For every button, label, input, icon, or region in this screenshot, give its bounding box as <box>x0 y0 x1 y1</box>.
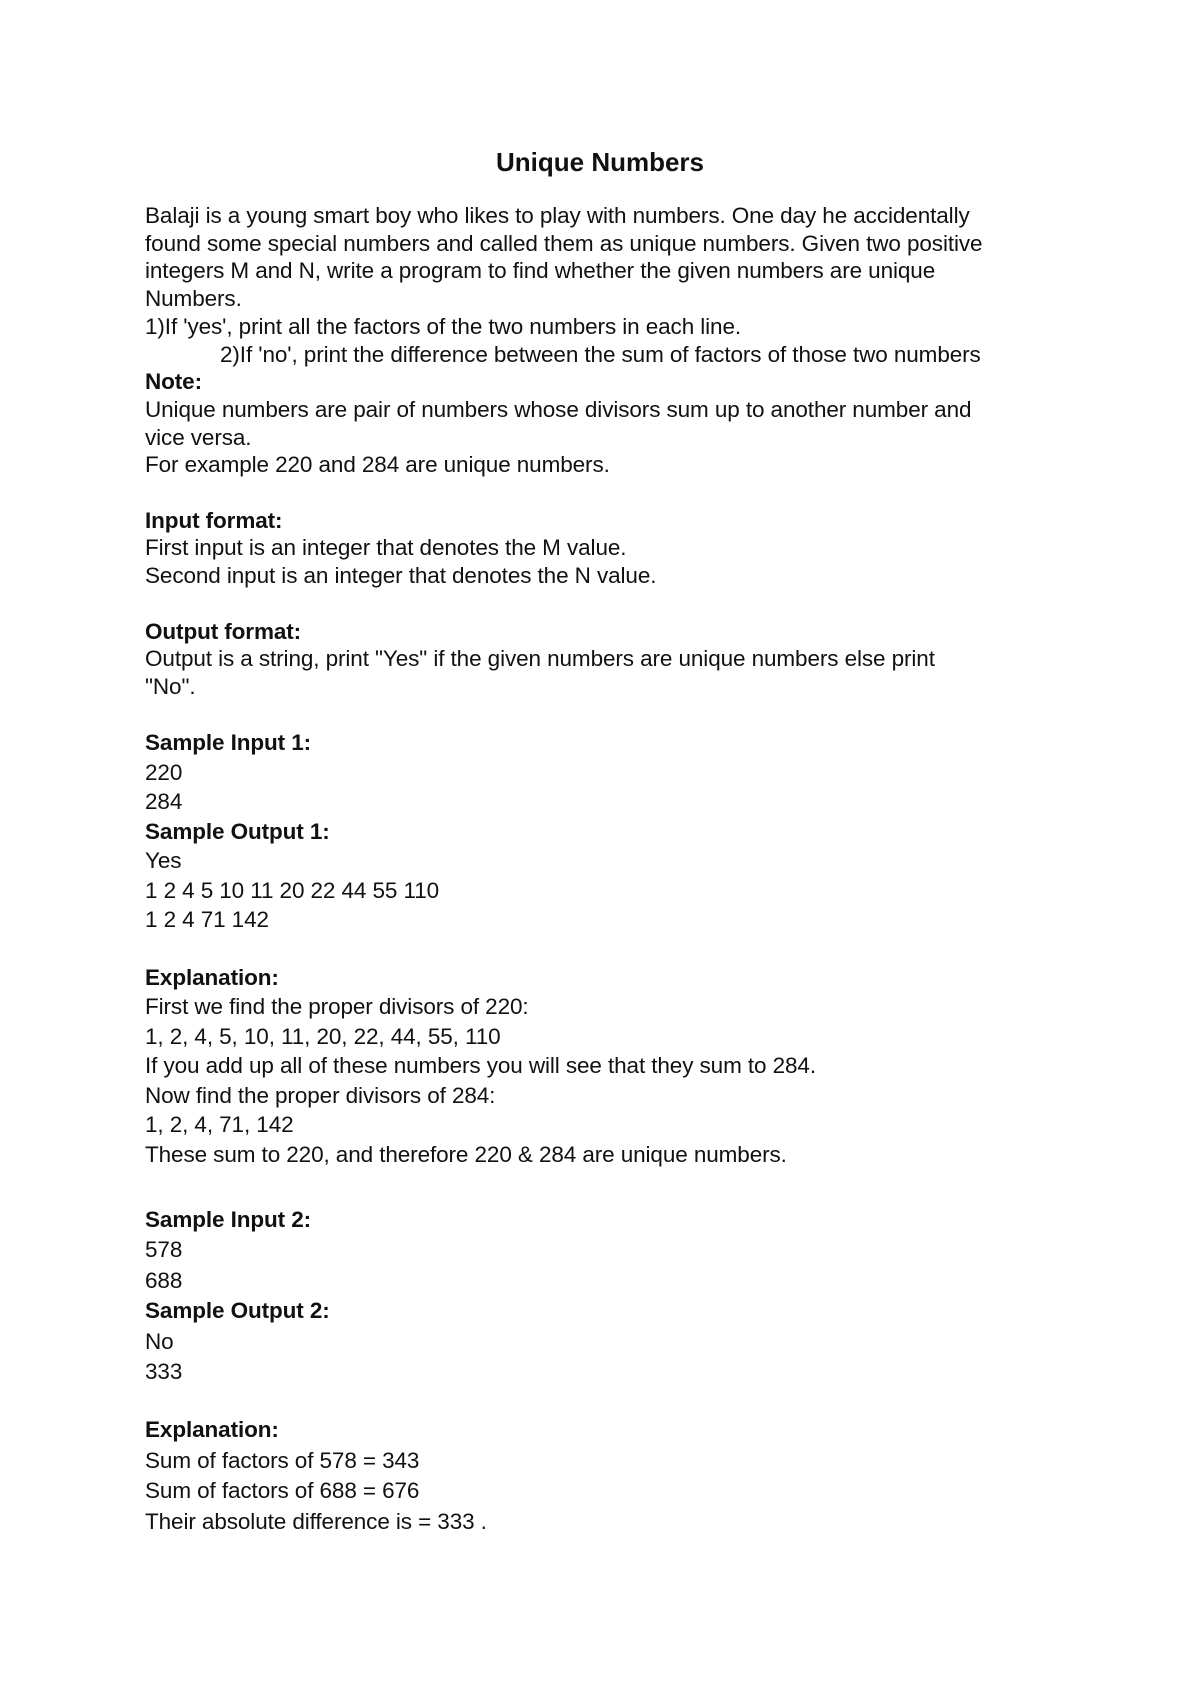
explanation-1-heading: Explanation: <box>145 964 279 990</box>
explanation-1-line: 1, 2, 4, 5, 10, 11, 20, 22, 44, 55, 110 <box>145 1023 501 1049</box>
sample-output-1-value: Yes <box>145 848 182 874</box>
sample-input-1-heading: Sample Input 1: <box>145 730 312 756</box>
intro-line: integers M and N, write a program to find whether the given numbers are unique <box>145 258 936 284</box>
note-line: Unique numbers are pair of numbers whose divisors sum up to another number and <box>145 396 972 422</box>
sample-input-2-value: 688 <box>145 1267 183 1293</box>
sample-input-2-value: 578 <box>145 1237 183 1263</box>
explanation-2-line: Their absolute difference is = 333 . <box>145 1508 487 1534</box>
input-format-line: Second input is an integer that denotes the N value. <box>145 563 657 589</box>
sample-output-1-value: 1 2 4 5 10 11 20 22 44 55 110 <box>145 877 440 903</box>
document-body <box>145 202 1085 1537</box>
explanation-2-line: Sum of factors of 578 = 343 <box>145 1447 420 1473</box>
intro-line: Balaji is a young smart boy who likes to play with numbers. One day he accidentally <box>145 203 970 228</box>
intro-line: found some special numbers and called them as unique numbers. Given two positive <box>145 230 983 256</box>
note-heading: Note: <box>145 369 202 395</box>
section-sample-2 <box>145 1205 1085 1538</box>
explanation-2-heading: Explanation: <box>145 1417 279 1443</box>
spacer <box>145 1197 1085 1205</box>
output-format-heading: Output format: <box>145 618 302 644</box>
sample-input-1-value: 284 <box>145 789 183 815</box>
sample-input-1-value: 220 <box>145 759 183 785</box>
sample-output-2-value: 333 <box>145 1359 183 1385</box>
rule-yes: 1)If 'yes', print all the factors of the two numbers in each line. <box>145 313 742 339</box>
page-title: Unique Numbers <box>495 147 705 177</box>
spacer <box>145 701 1085 729</box>
spacer <box>145 1388 1085 1416</box>
input-format-heading: Input format: <box>145 507 283 533</box>
spacer <box>145 590 1085 618</box>
section-sample-1 <box>145 728 1085 1204</box>
explanation-1-line: 1, 2, 4, 71, 142 <box>145 1112 294 1137</box>
sample-output-1-value: 1 2 4 71 142 <box>145 907 269 933</box>
spacer <box>145 935 1085 963</box>
intro-line: Numbers. <box>145 286 242 312</box>
note-line: vice versa. <box>145 424 252 450</box>
sample-output-1-heading: Sample Output 1: <box>145 818 330 844</box>
explanation-1-line: If you add up all of these numbers you will see that they sum to 284. <box>145 1053 816 1078</box>
spacer <box>145 1169 1085 1197</box>
spacer <box>145 479 1085 507</box>
sample-output-2-value: No <box>145 1328 174 1354</box>
explanation-2-line: Sum of factors of 688 = 676 <box>145 1478 420 1504</box>
section-description <box>145 202 1085 728</box>
sample-input-2-heading: Sample Input 2: <box>145 1206 312 1232</box>
explanation-1-line: First we find the proper divisors of 220: <box>145 994 529 1019</box>
sample-output-2-heading: Sample Output 2: <box>145 1298 330 1324</box>
note-line: For example 220 and 284 are unique numbers. <box>145 452 610 478</box>
rule-no: 2)If 'no', print the difference between the sum of factors of those two numbers <box>220 341 981 367</box>
explanation-1-line: Now find the proper divisors of 284: <box>145 1082 496 1108</box>
input-format-line: First input is an integer that denotes the M value. <box>145 535 627 561</box>
explanation-1-line: These sum to 220, and therefore 220 & 284 are unique numbers. <box>145 1141 787 1167</box>
output-format-line: Output is a string, print "Yes" if the given numbers are unique numbers else print <box>145 646 935 672</box>
output-format-line: "No". <box>145 673 196 699</box>
